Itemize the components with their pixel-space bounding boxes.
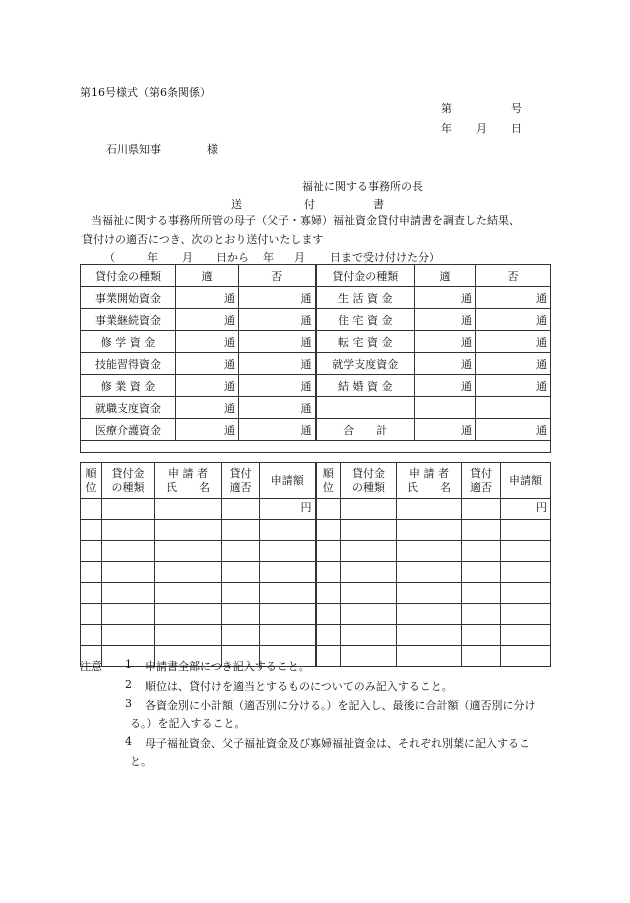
period-from-day: 日から [216, 251, 249, 264]
header-suitability: 貸付 適否 [462, 463, 501, 499]
summary-row [81, 419, 551, 441]
count-unit: 通 [176, 309, 239, 331]
summary-row [81, 309, 551, 331]
cell [222, 541, 260, 562]
note-4-text: 母子福祉資金、父子福祉資金及び寡婦福祉資金は、それぞれ別葉に記入するこ [145, 737, 530, 750]
period-to-month: 月 [294, 251, 305, 264]
count-unit: 通 [176, 353, 239, 375]
cell [155, 583, 222, 604]
cell [260, 583, 316, 604]
count-unit: 通 [176, 331, 239, 353]
header-loan-type: 貸付金 の種類 [341, 463, 397, 499]
header-suitable-right: 適 [415, 265, 476, 287]
count-unit: 通 [239, 287, 316, 309]
cell [462, 520, 501, 541]
sender-title: 福祉に関する事務所の長 [302, 180, 423, 193]
cell [397, 541, 462, 562]
note-1-text: 申請書全部につき記入すること。 [145, 660, 310, 673]
cell [462, 541, 501, 562]
count-unit: 通 [176, 287, 239, 309]
fund-name: 修 業 資 金 [81, 375, 176, 397]
count-unit: 通 [239, 397, 316, 419]
count-unit: 通 [476, 331, 551, 353]
count-unit: 通 [239, 375, 316, 397]
period-from-year: 年 [147, 251, 158, 264]
detail-table [80, 462, 551, 667]
detail-row [81, 562, 551, 583]
cell [341, 541, 397, 562]
form-number: 第16号様式（第6条関係） [80, 86, 211, 99]
date-year: 年 [441, 122, 452, 135]
cell [341, 625, 397, 646]
empty-cell [415, 397, 476, 419]
header-applicant: 申 請 者 氏 名 [155, 463, 222, 499]
cell [316, 646, 341, 667]
period-to-year: 年 [263, 251, 274, 264]
cell [81, 520, 102, 541]
cell [222, 520, 260, 541]
cell [155, 625, 222, 646]
header-rank: 順 位 [316, 463, 341, 499]
cell [102, 541, 155, 562]
cell [316, 499, 341, 520]
cell [260, 520, 316, 541]
summary-row [81, 375, 551, 397]
detail-row [81, 625, 551, 646]
cell [501, 541, 551, 562]
count-unit: 通 [176, 375, 239, 397]
cell [462, 646, 501, 667]
cell [260, 604, 316, 625]
cell [102, 604, 155, 625]
count-unit: 通 [415, 331, 476, 353]
detail-row [81, 541, 551, 562]
doc-no-dai: 第 [441, 102, 452, 115]
summary-header-row [81, 265, 551, 287]
date-month: 月 [476, 122, 487, 135]
cell [155, 604, 222, 625]
body-line-2: 貸付けの適否につき、次のとおり送付いたします [82, 233, 324, 246]
cell [341, 520, 397, 541]
cell [102, 625, 155, 646]
empty-cell [316, 397, 415, 419]
note-1-number: 1 [125, 658, 132, 671]
cell [341, 604, 397, 625]
total-label: 合 計 [316, 419, 415, 441]
count-unit: 通 [415, 419, 476, 441]
count-unit: 通 [415, 287, 476, 309]
summary-row [81, 287, 551, 309]
cell [462, 499, 501, 520]
cell [81, 499, 102, 520]
cell [81, 541, 102, 562]
cell [102, 499, 155, 520]
cell [397, 499, 462, 520]
summary-row [81, 353, 551, 375]
cell [341, 562, 397, 583]
cell [316, 541, 341, 562]
cell [316, 562, 341, 583]
doc-no-go: 号 [511, 102, 522, 115]
date-day: 日 [511, 122, 522, 135]
cell [81, 604, 102, 625]
cell [102, 520, 155, 541]
cell [260, 562, 316, 583]
note-3-number: 3 [125, 697, 132, 710]
cell [155, 562, 222, 583]
period-open: （ [104, 251, 115, 264]
header-applicant: 申 請 者 氏 名 [397, 463, 462, 499]
fund-name: 結 婚 資 金 [316, 375, 415, 397]
cell [501, 604, 551, 625]
summary-row [81, 397, 551, 419]
cell [222, 562, 260, 583]
cell [316, 604, 341, 625]
count-unit: 通 [476, 375, 551, 397]
cell [397, 520, 462, 541]
cell [102, 562, 155, 583]
notes-label: 注意 [80, 660, 102, 673]
cell [501, 625, 551, 646]
doc-title-char-1: 送 [231, 198, 242, 211]
note-3-text: 各資金別に小計額（適否別に分ける。）を記入し、最後に合計額（適否別に分け [145, 699, 536, 712]
count-unit: 通 [239, 353, 316, 375]
cell [501, 646, 551, 667]
fund-name: 技能習得資金 [81, 353, 176, 375]
cell [81, 625, 102, 646]
cell [462, 562, 501, 583]
cell [260, 625, 316, 646]
detail-row [81, 520, 551, 541]
count-unit: 通 [476, 419, 551, 441]
count-unit: 通 [239, 419, 316, 441]
fund-name: 転 宅 資 金 [316, 331, 415, 353]
header-type-right: 貸付金の種類 [316, 265, 415, 287]
cell [81, 562, 102, 583]
cell [501, 583, 551, 604]
cell [316, 625, 341, 646]
cell [501, 562, 551, 583]
header-suitability: 貸付 適否 [222, 463, 260, 499]
detail-body [81, 520, 551, 667]
cell [316, 583, 341, 604]
header-suitable-left: 適 [176, 265, 239, 287]
count-unit: 通 [476, 287, 551, 309]
fund-name: 事業開始資金 [81, 287, 176, 309]
doc-title-char-3: 書 [373, 198, 384, 211]
cell [222, 499, 260, 520]
empty-cell [476, 397, 551, 419]
cell [397, 562, 462, 583]
count-unit: 通 [239, 309, 316, 331]
addressee-honorific: 様 [207, 143, 218, 156]
detail-row [81, 604, 551, 625]
addressee-name: 石川県知事 [106, 143, 161, 156]
cell [341, 499, 397, 520]
note-4-continuation: と。 [130, 755, 152, 768]
cell [155, 520, 222, 541]
period-to-day: 日まで受け付けた分） [330, 251, 440, 264]
summary-table [80, 264, 551, 453]
fund-name: 医療介護資金 [81, 419, 176, 441]
count-unit: 通 [176, 397, 239, 419]
fund-name: 事業継続資金 [81, 309, 176, 331]
header-unsuitable-right: 否 [476, 265, 551, 287]
header-unsuitable-left: 否 [239, 265, 316, 287]
doc-title-char-2: 付 [304, 198, 315, 211]
summary-row [81, 331, 551, 353]
spacer-row [81, 441, 551, 453]
cell [102, 583, 155, 604]
cell [222, 625, 260, 646]
cell [222, 604, 260, 625]
cell [397, 625, 462, 646]
note-2-number: 2 [125, 678, 132, 691]
detail-row [81, 583, 551, 604]
cell [397, 646, 462, 667]
cell [397, 604, 462, 625]
count-unit: 通 [239, 331, 316, 353]
cell [260, 541, 316, 562]
fund-name: 修 学 資 金 [81, 331, 176, 353]
count-unit: 通 [415, 375, 476, 397]
cell [397, 583, 462, 604]
header-amount: 申請額 [260, 463, 316, 499]
spacer-cell [81, 441, 551, 453]
count-unit: 通 [415, 353, 476, 375]
header-amount: 申請額 [501, 463, 551, 499]
cell [462, 625, 501, 646]
cell [316, 520, 341, 541]
fund-name: 生 活 資 金 [316, 287, 415, 309]
cell [341, 646, 397, 667]
note-4-number: 4 [125, 735, 132, 748]
cell [81, 583, 102, 604]
fund-name: 就学支度資金 [316, 353, 415, 375]
body-line-1: 当福祉に関する事務所所管の母子（父子・寡婦）福祉資金貸付申請書を調査した結果、 [91, 214, 520, 227]
detail-row [81, 499, 551, 520]
cell [341, 583, 397, 604]
detail-header-row [81, 463, 551, 499]
cell [501, 520, 551, 541]
count-unit: 通 [176, 419, 239, 441]
yen-unit: 円 [501, 499, 551, 520]
count-unit: 通 [476, 309, 551, 331]
header-loan-type: 貸付金 の種類 [102, 463, 155, 499]
yen-unit: 円 [260, 499, 316, 520]
cell [155, 499, 222, 520]
fund-name: 就職支度資金 [81, 397, 176, 419]
cell [222, 583, 260, 604]
period-from-month: 月 [182, 251, 193, 264]
cell [462, 583, 501, 604]
count-unit: 通 [476, 353, 551, 375]
header-type-left: 貸付金の種類 [81, 265, 176, 287]
cell [155, 541, 222, 562]
header-rank: 順 位 [81, 463, 102, 499]
count-unit: 通 [415, 309, 476, 331]
cell [462, 604, 501, 625]
note-3-continuation: る。）を記入すること。 [130, 717, 246, 730]
note-2-text: 順位は、貸付けを適当とするものについてのみ記入すること。 [145, 680, 453, 693]
fund-name: 住 宅 資 金 [316, 309, 415, 331]
